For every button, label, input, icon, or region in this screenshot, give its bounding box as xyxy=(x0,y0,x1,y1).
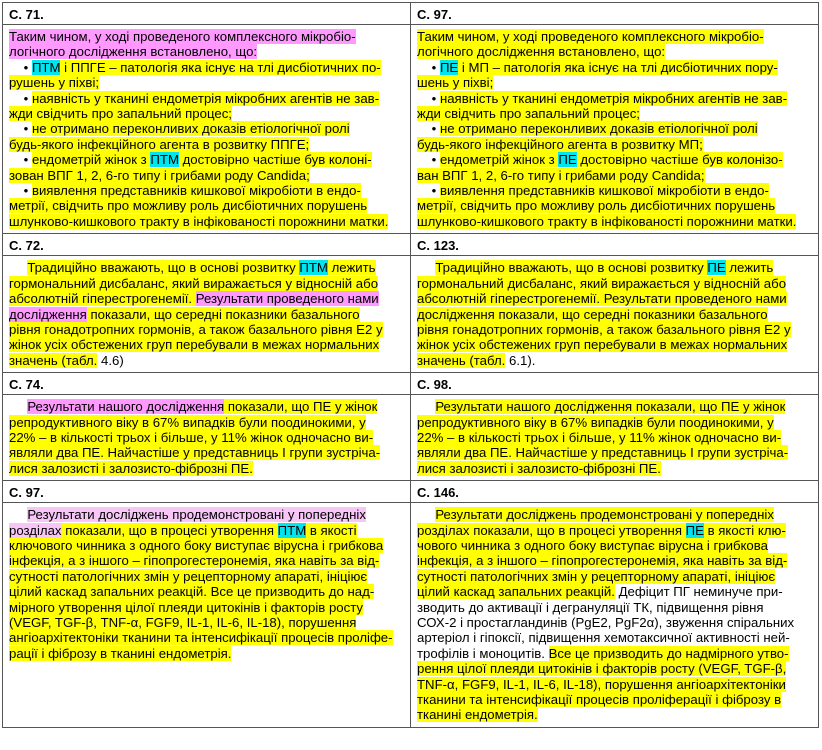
highlighted-text: цілий каскад запальних реакцій. xyxy=(417,584,615,600)
text-segment: • xyxy=(9,59,32,75)
highlighted-text: значень (табл. xyxy=(417,352,506,368)
highlighted-text: 22% – в кількості трьох і більше, у 11% жінок одночасно ви- xyxy=(417,429,782,445)
highlighted-text: репродуктивного віку в 67% випадків були поодинокими, у xyxy=(9,414,366,430)
highlighted-text: рівня гонадотропних гормонів, а також базального рівня Е2 у xyxy=(9,321,383,337)
text-line xyxy=(417,214,812,229)
highlighted-text: дослідження показали, що середні показники базального xyxy=(417,306,768,322)
highlighted-term: ПЕ xyxy=(439,59,459,75)
page-header-row xyxy=(3,373,819,395)
highlighted-term: ПТМ xyxy=(299,260,328,276)
text-line xyxy=(9,75,404,90)
text-segment: артеріол і гіпоксії, підвищення хемотаксичної активності ней- xyxy=(417,630,790,646)
text-line xyxy=(9,415,404,430)
text-line xyxy=(417,630,812,645)
highlighted-text: шень у піхві; xyxy=(417,75,494,91)
left-page-number: С. 97. xyxy=(3,481,411,503)
highlighted-term: ПТМ xyxy=(150,152,179,168)
highlighted-text: цілий каскад запальних реакцій. Все це призводить до над- xyxy=(9,584,375,600)
highlighted-text: тканині ендометрія. xyxy=(417,707,538,723)
text-line xyxy=(417,615,812,630)
text-segment xyxy=(9,260,27,275)
text-line xyxy=(9,615,404,630)
text-line xyxy=(417,692,812,707)
left-passage xyxy=(3,503,411,728)
text-line xyxy=(417,430,812,445)
left-passage xyxy=(3,256,411,373)
highlighted-term: ПЕ xyxy=(685,522,704,538)
text-line xyxy=(417,538,812,553)
text-line xyxy=(9,276,404,291)
text-line xyxy=(417,307,812,322)
text-line xyxy=(9,44,404,59)
left-page-number: С. 71. xyxy=(3,3,411,25)
right-passage xyxy=(411,503,819,728)
text-line xyxy=(9,121,404,136)
text-line xyxy=(417,322,812,337)
highlighted-text: інфекція, а з іншого – гіпопрогестеронемія, яка навіть за від- xyxy=(9,553,380,569)
text-segment: • xyxy=(9,90,32,106)
highlighted-text: тканини та інтенсифікації процесів проліферації і фіброзу в xyxy=(417,692,782,708)
highlighted-text: лися залозисті і залозисто-фіброзні ПЕ. xyxy=(9,460,253,476)
left-passage xyxy=(3,25,411,234)
text-segment xyxy=(417,260,435,275)
highlighted-text: наявність у тканині ендометрія мікробних агентів не зав- xyxy=(439,90,788,106)
text-line xyxy=(9,584,404,599)
right-passage xyxy=(411,256,819,373)
highlighted-text: не отримано переконливих доказів етіологічної ролі xyxy=(439,121,758,137)
highlighted-text: в якості клю- xyxy=(703,522,786,538)
highlighted-text: Традиційно вважають, що в основі розвитку xyxy=(27,260,300,276)
highlighted-text: ключового чинника з одного боку виступає вірусна і грибкова xyxy=(9,537,384,553)
highlighted-text: Результати нашого дослідження xyxy=(27,399,225,415)
text-line xyxy=(417,461,812,476)
text-segment: • xyxy=(417,90,440,106)
highlighted-text: жди свідчить про запальний процес; xyxy=(9,106,232,122)
highlighted-text: жінок усіх обстежених груп перебували в межах нормальних xyxy=(417,337,788,353)
text-line xyxy=(417,121,812,136)
text-line xyxy=(417,399,812,414)
highlighted-text: шлунково-кишкового тракту в інфікованості порожнини матки. xyxy=(9,213,389,229)
highlighted-text: ван ВПГ 1, 2, 6-го типу і грибами роду Candida; xyxy=(417,167,705,183)
text-segment: • xyxy=(9,152,32,168)
page-header-row xyxy=(3,3,819,25)
text-line xyxy=(9,307,404,322)
right-page-number: С. 97. xyxy=(411,3,819,25)
highlighted-text: в якості xyxy=(306,522,357,538)
text-segment xyxy=(9,507,27,522)
left-passage xyxy=(3,395,411,481)
text-line xyxy=(417,569,812,584)
highlighted-text: репродуктивного віку в 67% випадків були поодинокими, у xyxy=(417,414,774,430)
highlighted-text: достовірно частіше був колонізо- xyxy=(576,152,783,168)
highlighted-text: являли два ПЕ. Найчастіше у представниць І групи зустріча- xyxy=(9,445,381,461)
highlighted-text: дослідження xyxy=(9,306,87,322)
right-page-number: С. 98. xyxy=(411,373,819,395)
right-passage xyxy=(411,395,819,481)
left-page-number: С. 74. xyxy=(3,373,411,395)
highlighted-text: рації і фіброзу в тканині ендометрія. xyxy=(9,645,232,661)
text-segment: зводить до активації і дегрануляції ТК, підвищення рівня xyxy=(417,599,764,615)
text-line xyxy=(9,445,404,460)
text-line xyxy=(9,260,404,275)
text-line xyxy=(417,445,812,460)
highlighted-text: рення цілої плеяди цитокінів і факторів росту (VEGF, TGF-β, xyxy=(417,661,787,677)
text-segment: • xyxy=(9,183,32,199)
text-line xyxy=(417,707,812,722)
text-line xyxy=(417,600,812,615)
highlighted-text: TNF-α, FGF9, IL-1, IL-6, IL-18), порушення ангіоархітектоніки xyxy=(417,676,786,692)
highlighted-text: Результати досліджень продемонстровані у попередніх xyxy=(435,507,774,523)
text-segment: СОХ-2 і простагландинів (PgE2, PgF2α), звуження спіральних xyxy=(417,615,795,630)
text-line xyxy=(417,260,812,275)
highlighted-text: логічного дослідження встановлено, що: xyxy=(9,44,258,60)
highlighted-text: 22% – в кількості трьох і більше, у 11% жінок одночасно ви- xyxy=(9,429,374,445)
highlighted-text: чового чинника з одного боку виступає вірусна і грибкова xyxy=(417,537,768,553)
text-line xyxy=(417,75,812,90)
text-segment: 4.6) xyxy=(97,352,124,368)
text-line xyxy=(9,291,404,306)
highlighted-text: показали, що середні показники базального xyxy=(86,306,360,322)
right-page-number: С. 123. xyxy=(411,234,819,256)
text-line xyxy=(417,198,812,213)
right-passage xyxy=(411,25,819,234)
passage-row xyxy=(3,25,819,234)
highlighted-text: показали, що ПЕ у жінок xyxy=(224,399,378,415)
highlighted-text: абсолютній гіперестрогенемії. xyxy=(9,291,196,307)
text-line xyxy=(9,168,404,183)
highlighted-text: Результати проведеного нами xyxy=(195,291,379,307)
passage-row xyxy=(3,256,819,373)
highlighted-text: жінок усіх обстежених груп перебували в межах нормальних xyxy=(9,337,380,353)
passage-row xyxy=(3,395,819,481)
text-line xyxy=(9,183,404,198)
text-line xyxy=(9,630,404,645)
highlighted-text: достовірно частіше був колоні- xyxy=(178,152,372,168)
highlighted-text: ендометрій жінок з xyxy=(31,152,151,168)
highlighted-text: (VEGF, TGF-β, TNF-α, FGF9, IL-1, IL-6, IL-18), порушення xyxy=(9,615,357,630)
text-line xyxy=(417,677,812,692)
right-page-number: С. 146. xyxy=(411,481,819,503)
highlighted-text: рівня гонадотропних гормонів, а також базального рівня Е2 у xyxy=(417,321,791,337)
text-segment: • xyxy=(417,59,440,75)
text-segment: 6.1). xyxy=(505,352,536,368)
text-segment xyxy=(417,507,435,522)
text-line xyxy=(417,646,812,661)
text-line xyxy=(417,152,812,167)
text-segment: трофілів і моноцитів. xyxy=(417,645,549,661)
text-line xyxy=(9,353,404,368)
text-line xyxy=(9,600,404,615)
text-line xyxy=(417,661,812,676)
highlighted-text: лися залозисті і залозисто-фіброзні ПЕ. xyxy=(417,460,661,476)
text-line xyxy=(417,60,812,75)
text-line xyxy=(417,584,812,599)
text-line xyxy=(9,507,404,522)
text-segment: Дефіцит ПГ неминуче при- xyxy=(614,584,783,600)
text-line xyxy=(417,276,812,291)
highlighted-text: виявлення представників кишкової мікробіоти в ендо- xyxy=(31,183,361,199)
highlighted-term: ПТМ xyxy=(277,522,307,538)
text-segment: • xyxy=(417,121,440,137)
highlighted-text: і МП – патологія яка існує на тлі дисбіотичних пору- xyxy=(458,59,778,75)
highlighted-text: зован ВПГ 1, 2, 6-го типу і грибами роду Candida; xyxy=(9,167,310,183)
text-line xyxy=(9,337,404,352)
text-segment xyxy=(417,399,435,414)
text-segment: • xyxy=(417,183,440,199)
highlighted-text: Таким чином, у ході проведеного комплексного мікробіо- xyxy=(417,29,764,44)
text-line xyxy=(417,168,812,183)
highlighted-text: розділах показали, що в процесі утворення xyxy=(417,522,686,538)
text-line xyxy=(9,322,404,337)
highlighted-text: наявність у тканині ендометрія мікробних агентів не зав- xyxy=(31,90,380,106)
text-segment xyxy=(9,399,27,414)
highlighted-text: розділах xyxy=(9,522,62,538)
text-line xyxy=(417,337,812,352)
highlighted-text: метрії, свідчить про можливу роль дисбіотичних порушень xyxy=(417,198,776,214)
text-line xyxy=(417,507,812,522)
highlighted-text: не отримано переконливих доказів етіологічної ролі xyxy=(31,121,350,137)
highlighted-text: Таким чином, у ході проведеного комплексного мікробіо- xyxy=(9,29,356,44)
highlighted-text: логічного дослідження встановлено, що: xyxy=(417,44,666,60)
highlighted-text: мірного утворення цілої плеяди цитокінів і факторів росту xyxy=(9,599,363,615)
text-line xyxy=(9,538,404,553)
passage-row xyxy=(3,503,819,728)
text-line xyxy=(417,353,812,368)
text-line xyxy=(9,553,404,568)
text-line xyxy=(9,106,404,121)
text-line xyxy=(417,553,812,568)
page-header-row xyxy=(3,234,819,256)
text-line xyxy=(417,523,812,538)
highlighted-text: лежить xyxy=(327,260,376,276)
text-line xyxy=(9,646,404,661)
highlighted-text: гормональний дисбаланс, який виражається у відносній або xyxy=(9,275,379,291)
highlighted-text: являли два ПЕ. Найчастіше у представниць І групи зустріча- xyxy=(417,445,789,461)
highlighted-text: рушень у піхві; xyxy=(9,75,100,91)
text-line xyxy=(417,106,812,121)
text-line xyxy=(9,399,404,414)
highlighted-text: ангіоархітектоніки тканини та інтенсифікації процесів проліфе- xyxy=(9,630,393,646)
left-page-number: С. 72. xyxy=(3,234,411,256)
highlighted-text: гормональний дисбаланс, який виражається у відносній або xyxy=(417,275,787,291)
highlighted-text: лежить xyxy=(725,260,774,276)
text-line xyxy=(9,523,404,538)
text-line xyxy=(9,29,404,44)
highlighted-term: ПЕ xyxy=(558,152,577,168)
text-line xyxy=(9,60,404,75)
text-line xyxy=(9,137,404,152)
highlighted-text: жди свідчить про запальний процес; xyxy=(417,106,640,122)
text-line xyxy=(9,461,404,476)
text-line xyxy=(417,91,812,106)
highlighted-text: виявлення представників кишкової мікробіоти в ендо- xyxy=(439,183,769,199)
highlighted-term: ПТМ xyxy=(31,59,61,75)
text-segment: • xyxy=(9,121,32,137)
text-line xyxy=(9,569,404,584)
text-line xyxy=(417,44,812,59)
highlighted-text: Традиційно вважають, що в основі розвитку xyxy=(435,260,708,276)
highlighted-text: і ППГЕ – патологія яка існує на тлі дисбіотичних по- xyxy=(60,59,381,75)
highlighted-text: показали, що в процесі утворення xyxy=(61,522,278,538)
highlighted-text: шлунково-кишкового тракту в інфікованості порожнини матки. xyxy=(417,213,797,229)
text-line xyxy=(417,415,812,430)
text-line xyxy=(9,198,404,213)
text-segment: • xyxy=(417,152,440,168)
highlighted-text: інфекція, а з іншого – гіпопрогестеронемія, яка навіть за від- xyxy=(417,553,788,569)
comparison-table xyxy=(2,2,819,728)
text-line xyxy=(417,183,812,198)
highlighted-text: значень (табл. xyxy=(9,352,98,368)
text-line xyxy=(9,214,404,229)
page-header-row xyxy=(3,481,819,503)
text-line xyxy=(417,137,812,152)
highlighted-text: сутності патологічних змін у рецепторному апараті, ініціює xyxy=(417,568,776,584)
highlighted-text: ендометрій жінок з xyxy=(439,152,559,168)
text-line xyxy=(9,91,404,106)
text-line xyxy=(417,29,812,44)
highlighted-text: Результати досліджень продемонстровані у попередніх xyxy=(27,507,366,523)
highlighted-text: будь-якого інфекційного агента в розвитку ППГЕ; xyxy=(9,136,310,152)
highlighted-text: метрії, свідчить про можливу роль дисбіотичних порушень xyxy=(9,198,368,214)
text-line xyxy=(9,430,404,445)
text-line xyxy=(417,291,812,306)
highlighted-text: Все це призводить до надмірного утво- xyxy=(548,645,789,661)
highlighted-text: будь-якого інфекційного агента в розвитку МП; xyxy=(417,136,703,152)
highlighted-text: абсолютній гіперестрогенемії. Результати проведеного нами xyxy=(417,291,787,307)
highlighted-text: Результати нашого дослідження показали, що ПЕ у жінок xyxy=(435,399,786,415)
highlighted-text: сутності патологічних змін у рецепторному апараті, ініціює xyxy=(9,568,368,584)
highlighted-term: ПЕ xyxy=(707,260,726,276)
text-line xyxy=(9,152,404,167)
